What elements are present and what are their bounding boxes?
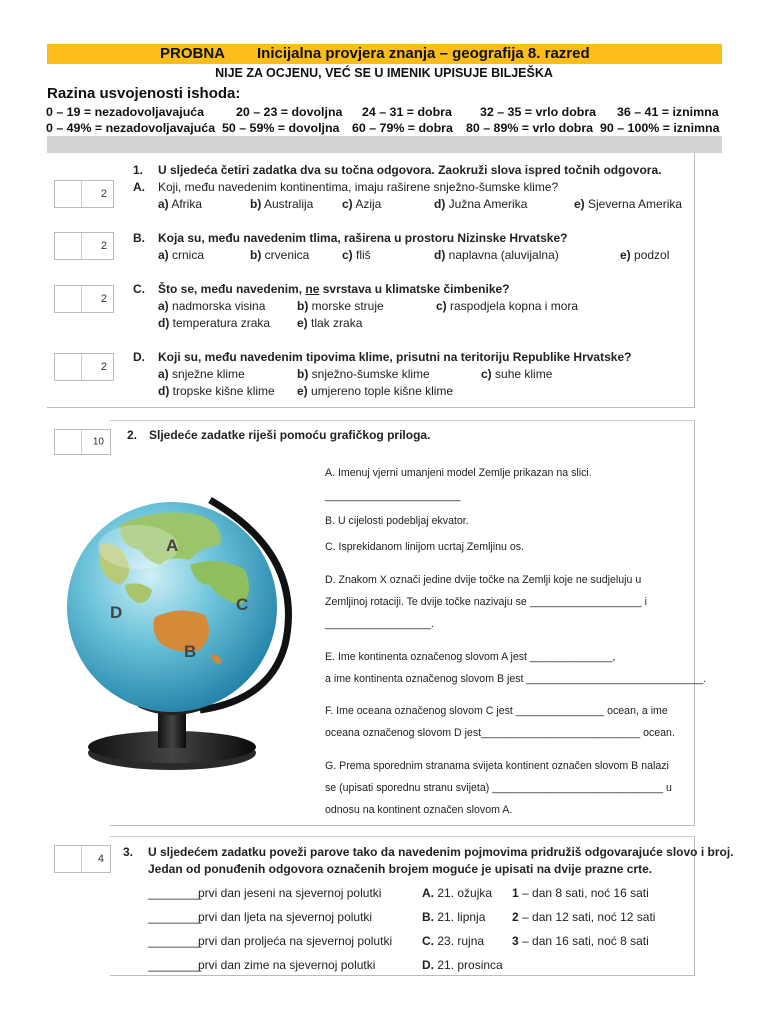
q3-number: 3. bbox=[123, 845, 134, 859]
score-points: 2 bbox=[100, 188, 107, 200]
q2-number: 2. bbox=[127, 428, 138, 442]
grade-points: 36 – 41 = iznimna bbox=[617, 105, 719, 119]
score-box-1c[interactable] bbox=[54, 285, 114, 313]
grade-points: 20 – 23 = dovoljna bbox=[236, 105, 343, 119]
score-points: 4 bbox=[97, 853, 104, 865]
q1d-question: Koji su, među navedenim tipovima klime, prisutni na teritoriju Republike Hrvatske? bbox=[158, 350, 632, 364]
q2-line-a: A. Imenuj vjerni umanjeni model Zemlje prikazan na slici. bbox=[325, 467, 592, 479]
q3-matching-table bbox=[148, 886, 688, 982]
grade-points: 24 – 31 = dobra bbox=[362, 105, 452, 119]
globe-label-c: C bbox=[236, 595, 249, 614]
q2-line-e2[interactable]: a ime kontinenta označenog slovom B jest ______________________________. bbox=[325, 673, 707, 685]
globe-label-b: B bbox=[184, 642, 197, 661]
q2-line-c: C. Isprekidanom linijom ucrtaj Zemljinu os. bbox=[325, 541, 524, 553]
grade-percent: 0 – 49% = nezadovoljavajuća bbox=[46, 121, 216, 135]
score-box-1d[interactable] bbox=[54, 353, 114, 381]
globe-svg bbox=[60, 485, 320, 785]
q2-line-d3[interactable]: __________________. bbox=[325, 618, 434, 630]
grade-percent: 80 – 89% = vrlo dobra bbox=[466, 121, 594, 135]
document-title: Inicijalna provjera znanja – geografija 8. razred bbox=[257, 45, 590, 62]
match-number: 1 – dan 8 sati, noć 16 sati bbox=[512, 886, 649, 900]
option-item[interactable]: b) snježno-šumske klime bbox=[297, 367, 430, 381]
option-item[interactable]: c) raspodjela kopna i mora bbox=[436, 299, 579, 313]
option-item[interactable]: a) Afrika bbox=[158, 197, 203, 211]
match-blank[interactable]: ________ bbox=[148, 958, 202, 972]
q1b-options bbox=[158, 248, 698, 264]
score-points: 2 bbox=[100, 361, 107, 373]
match-term: prvi dan proljeća na sjevernoj polutki bbox=[198, 934, 393, 948]
match-term: prvi dan ljeta na sjevernoj polutki bbox=[198, 910, 373, 924]
option-item[interactable]: d) temperatura zraka bbox=[158, 316, 271, 330]
q2-line-f2[interactable]: oceana označenog slovom D jest___________________________ ocean. bbox=[325, 727, 675, 739]
score-box-2[interactable] bbox=[54, 429, 111, 455]
q2-line-g1: G. Prema sporednim stranama svijeta kontinent označen slovom B nalazi bbox=[325, 760, 669, 772]
grade-points: 0 – 19 = nezadovoljavajuća bbox=[46, 105, 205, 119]
q1c-question: Što se, među navedenim, ne svrstava u klimatske čimbenike? bbox=[158, 282, 510, 296]
option-item[interactable]: d) Južna Amerika bbox=[434, 197, 528, 211]
q1-intro: U sljedeća četiri zadatka dva su točna odgovora. Zaokruži slova ispred točnih odgovora. bbox=[158, 163, 662, 177]
option-item[interactable]: e) tlak zraka bbox=[297, 316, 363, 330]
globe-label-d: D bbox=[110, 603, 123, 622]
grade-points: 32 – 35 = vrlo dobra bbox=[480, 105, 597, 119]
q2-line-d2[interactable]: Zemljinoj rotaciji. Te dvije točke nazivaju se ___________________ i bbox=[325, 596, 647, 608]
score-points: 2 bbox=[100, 240, 107, 252]
score-box-3[interactable] bbox=[54, 845, 111, 873]
score-points: 2 bbox=[100, 293, 107, 305]
q1a-options bbox=[158, 197, 698, 213]
option-item[interactable]: a) nadmorska visina bbox=[158, 299, 266, 313]
match-letter: D. 21. prosinca bbox=[422, 958, 503, 972]
match-letter: C. 23. rujna bbox=[422, 934, 485, 948]
q3-intro-1: U sljedećem zadatku poveži parove tako da navedenim pojmovima pridružiš odgovarajuće slovo i broj. bbox=[148, 845, 734, 859]
grade-percent: 50 – 59% = dovoljna bbox=[222, 121, 340, 135]
option-item[interactable]: e) Sjeverna Amerika bbox=[574, 197, 683, 211]
option-item[interactable]: b) morske struje bbox=[297, 299, 384, 313]
q1a-question: Koji, među navedenim kontinentima, imaju raširene snježno-šumske klime? bbox=[158, 180, 559, 194]
q1d-letter: D. bbox=[133, 350, 145, 364]
grade-percent: 90 – 100% = iznimna bbox=[600, 121, 720, 135]
q1b-letter: B. bbox=[133, 231, 145, 245]
option-item[interactable]: d) tropske kišne klime bbox=[158, 384, 275, 398]
match-term: prvi dan jeseni na sjevernoj polutki bbox=[198, 886, 382, 900]
q1b-question: Koja su, među navedenim tlima, raširena u prostoru Nizinske Hrvatske? bbox=[158, 231, 568, 245]
q1a-letter: A. bbox=[133, 180, 145, 194]
match-number: 2 – dan 12 sati, noć 12 sati bbox=[512, 910, 656, 924]
match-letter: A. 21. ožujka bbox=[422, 886, 493, 900]
option-item[interactable]: a) crnica bbox=[158, 248, 205, 262]
q2-line-d1: D. Znakom X označi jedine dvije točke na Zemlji koje ne sudjeluju u bbox=[325, 574, 642, 586]
option-item[interactable]: c) fliš bbox=[342, 248, 371, 262]
razina-heading: Razina usvojenosti ishoda: bbox=[47, 85, 241, 102]
globe-illustration bbox=[60, 485, 320, 785]
q2-line-f1[interactable]: F. Ime oceana označenog slovom C jest _______________ ocean, a ime bbox=[325, 705, 668, 717]
globe-label-a: A bbox=[166, 536, 179, 555]
option-item[interactable]: e) podzol bbox=[620, 248, 670, 262]
header-bar bbox=[47, 44, 722, 64]
match-blank[interactable]: ________ bbox=[148, 934, 202, 948]
q2-line-b: B. U cijelosti podebljaj ekvator. bbox=[325, 515, 469, 527]
grade-percent: 60 – 79% = dobra bbox=[352, 121, 453, 135]
option-item[interactable]: a) snježne klime bbox=[158, 367, 245, 381]
separator-bar bbox=[47, 136, 722, 153]
option-item[interactable]: c) suhe klime bbox=[481, 367, 553, 381]
q2-line-g3: odnosu na kontinent označen slovom A. bbox=[325, 804, 513, 816]
q2-line-g2[interactable]: se (upisati sporednu stranu svijeta) _____________________________ u bbox=[325, 782, 672, 794]
match-blank[interactable]: ________ bbox=[148, 910, 202, 924]
score-points: 10 bbox=[92, 436, 104, 448]
q2-line-e1[interactable]: E. Ime kontinenta označenog slovom A jest ______________, bbox=[325, 651, 616, 663]
q1-number: 1. bbox=[133, 163, 144, 177]
option-item[interactable]: d) naplavna (aluvijalna) bbox=[434, 248, 559, 262]
document-subtitle: NIJE ZA OCJENU, VEĆ SE U IMENIK UPISUJE BILJEŠKA bbox=[215, 66, 553, 80]
match-blank[interactable]: ________ bbox=[148, 886, 202, 900]
q2-answer-blank[interactable]: _______________________ bbox=[325, 490, 461, 502]
q3-intro-2: Jedan od ponuđenih odgovora označenih brojem moguće je upisati na dvije prazne crte. bbox=[148, 862, 653, 876]
grades-points-row bbox=[46, 105, 722, 120]
q1c-letter: C. bbox=[133, 282, 145, 296]
score-box-1b[interactable] bbox=[54, 232, 114, 260]
probna-label: PROBNA bbox=[160, 45, 226, 62]
score-box-1a[interactable] bbox=[54, 180, 114, 208]
match-number: 3 – dan 16 sati, noć 8 sati bbox=[512, 934, 649, 948]
option-item[interactable]: e) umjereno tople kišne klime bbox=[297, 384, 454, 398]
option-item[interactable]: b) crvenica bbox=[250, 248, 310, 262]
match-term: prvi dan zime na sjevernoj polutki bbox=[198, 958, 376, 972]
match-letter: B. 21. lipnja bbox=[422, 910, 486, 924]
q2-intro: Sljedeće zadatke riješi pomoću grafičkog priloga. bbox=[149, 428, 431, 442]
q1d-options bbox=[158, 367, 698, 401]
option-item[interactable]: b) Australija bbox=[250, 197, 314, 211]
q1c-options bbox=[158, 299, 698, 333]
grades-percent-row bbox=[46, 121, 722, 136]
option-item[interactable]: c) Azija bbox=[342, 197, 382, 211]
